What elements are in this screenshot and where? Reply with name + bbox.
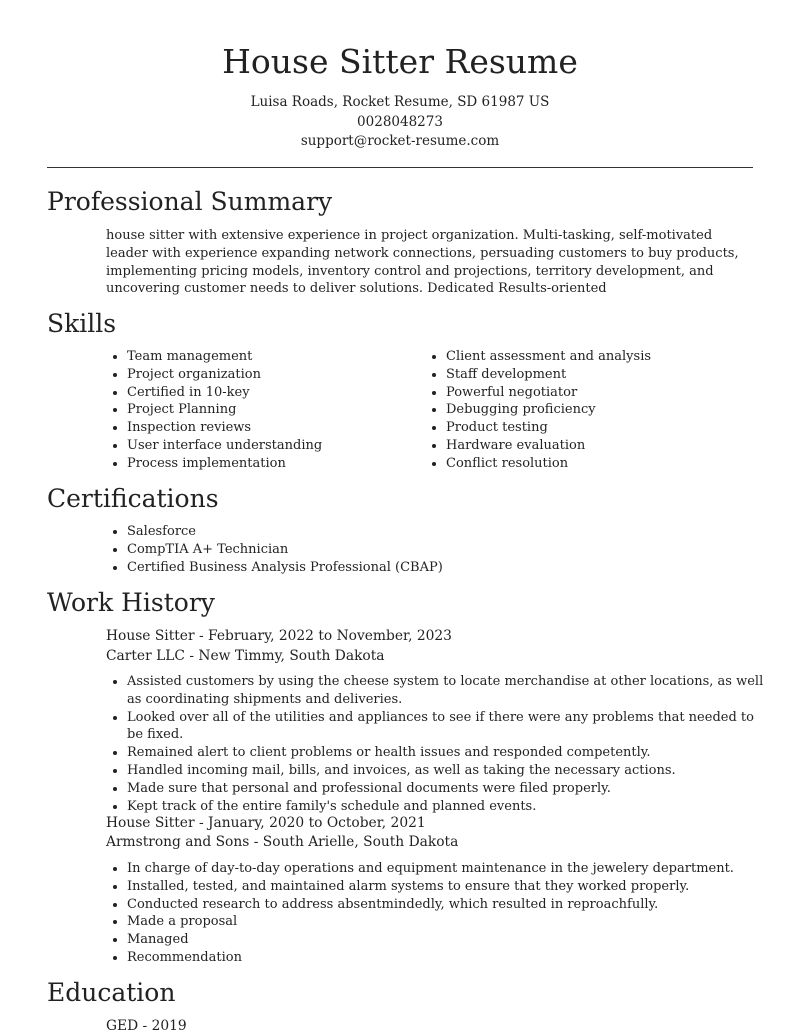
skill-item: • Powerful negotiator: [446, 384, 766, 402]
contact-address: Luisa Roads, Rocket Resume, SD 61987 US: [250, 94, 550, 110]
section-title-summary: Professional Summary: [47, 187, 333, 216]
skill-item: • Certified in 10-key: [127, 384, 427, 402]
skill-item: • Project organization: [127, 366, 427, 384]
job-bullet: • Managed: [127, 931, 767, 949]
job-1-company: Carter LLC - New Timmy, South Dakota: [106, 648, 385, 664]
job-bullet: • Made sure that personal and professional documents were filed properly.: [127, 780, 767, 798]
skill-item: • Client assessment and analysis: [446, 348, 766, 366]
section-title-work-history: Work History: [47, 588, 215, 617]
job-bullet: • Remained alert to client problems or health issues and responded competently.: [127, 744, 767, 762]
job-bullet: • In charge of day-to-day operations and equipment maintenance in the jewelery department.: [127, 860, 767, 878]
contact-phone: 0028048273: [357, 114, 443, 130]
skill-item: • Debugging proficiency: [446, 401, 766, 419]
skill-item: • Project Planning: [127, 401, 427, 419]
certifications-list: [106, 523, 767, 576]
job-1-role-dates: House Sitter - February, 2022 to November, 2023: [106, 628, 452, 644]
skills-list-left: [106, 348, 427, 473]
skill-item: • Staff development: [446, 366, 766, 384]
skill-item: • Product testing: [446, 419, 766, 437]
job-bullet: • Kept track of the entire family's schedule and planned events.: [127, 798, 767, 816]
job-bullet: • Assisted customers by using the cheese system to locate merchandise at other locations, as well as coordinating shipments and deliveries.: [127, 673, 767, 709]
section-title-certifications: Certifications: [47, 484, 219, 513]
job-1-bullets: [106, 673, 767, 815]
header-divider: [47, 167, 753, 168]
job-bullet: • Looked over all of the utilities and appliances to see if there were any problems that needed to be fixed.: [127, 709, 767, 745]
contact-email: support@rocket-resume.com: [300, 133, 500, 149]
skill-item: • Hardware evaluation: [446, 437, 766, 455]
job-bullet: • Made a proposal: [127, 913, 767, 931]
section-title-education: Education: [47, 978, 176, 1007]
job-2-role-dates: House Sitter - January, 2020 to October, 2021: [106, 815, 426, 831]
job-bullet: • Recommendation: [127, 949, 767, 967]
education-entry: GED - 2019: [106, 1018, 187, 1034]
summary-text: house sitter with extensive experience in project organization. Multi-tasking, self-motivated leader with experience expanding network connections, persuading customers to buy products, implementing pricing models, inventory control and projections, territory development, and uncovering customer needs to deliver solutions. Dedicated Results-oriented: [106, 228, 739, 297]
skill-item: • User interface understanding: [127, 437, 427, 455]
job-bullet: • Conducted research to address absentmindedly, which resulted in reproachfully.: [127, 896, 767, 914]
certification-item: • CompTIA A+ Technician: [127, 541, 767, 559]
skill-item: • Inspection reviews: [127, 419, 427, 437]
certification-item: • Certified Business Analysis Professional (CBAP): [127, 559, 767, 577]
skill-item: • Conflict resolution: [446, 455, 766, 473]
skills-list-right: [425, 348, 766, 473]
skill-item: • Process implementation: [127, 455, 427, 473]
certification-item: • Salesforce: [127, 523, 767, 541]
skill-item: • Team management: [127, 348, 427, 366]
resume-name: House Sitter Resume: [222, 42, 578, 81]
job-2-bullets: [106, 860, 767, 967]
job-2-company: Armstrong and Sons - South Arielle, South Dakota: [106, 834, 459, 850]
section-title-skills: Skills: [47, 309, 117, 338]
job-bullet: • Installed, tested, and maintained alarm systems to ensure that they worked properly.: [127, 878, 767, 896]
job-bullet: • Handled incoming mail, bills, and invoices, as well as taking the necessary actions.: [127, 762, 767, 780]
